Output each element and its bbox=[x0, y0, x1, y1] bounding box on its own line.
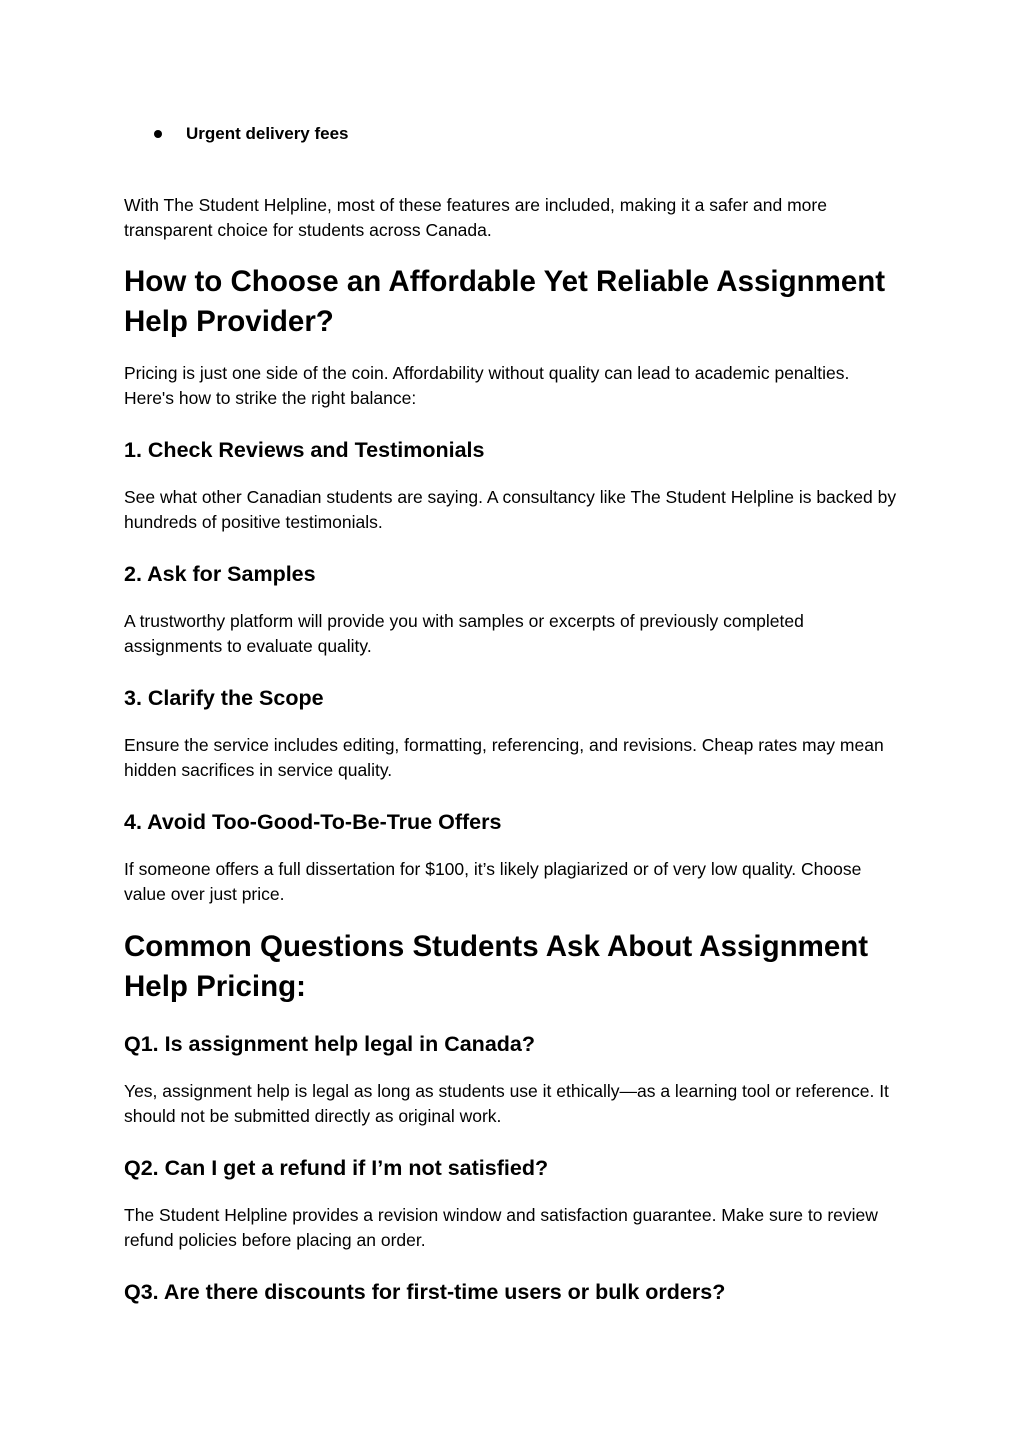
faq-question-refund: Q2. Can I get a refund if I’m not satisfied? bbox=[124, 1156, 549, 1180]
paragraph-ask-samples: A trustworthy platform will provide you with samples or excerpts of previously completed assignments to evaluate quality. bbox=[124, 611, 804, 656]
paragraph-clarify-scope: Ensure the service includes editing, formatting, referencing, and revisions. Cheap rates may mean hidden sacrifices in service quality. bbox=[124, 735, 884, 780]
subheading-avoid-offers: 4. Avoid Too-Good-To-Be-True Offers bbox=[124, 810, 502, 834]
bullet-text: Urgent delivery fees bbox=[186, 124, 349, 143]
faq-question-legal: Q1. Is assignment help legal in Canada? bbox=[124, 1032, 535, 1056]
intro-paragraph: With The Student Helpline, most of these features are included, making it a safer and more transparent choice for students across Canada. bbox=[124, 195, 827, 240]
bullet-list bbox=[154, 122, 349, 146]
bullet-dot-icon bbox=[154, 130, 162, 138]
list-item bbox=[154, 122, 349, 146]
faq-answer-legal: Yes, assignment help is legal as long as students use it ethically—as a learning tool or reference. It should not be submitted directly as original work. bbox=[124, 1081, 889, 1126]
paragraph-avoid-offers: If someone offers a full dissertation for $100, it’s likely plagiarized or of very low quality. Choose value over just price. bbox=[124, 859, 862, 904]
subheading-check-reviews: 1. Check Reviews and Testimonials bbox=[124, 438, 485, 462]
section-heading-common-questions: Common Questions Students Ask About Assignment Help Pricing: bbox=[124, 930, 869, 1003]
faq-answer-refund: The Student Helpline provides a revision window and satisfaction guarantee. Make sure to review refund policies before placing an order. bbox=[124, 1205, 878, 1250]
faq-question-discounts: Q3. Are there discounts for first-time users or bulk orders? bbox=[124, 1280, 726, 1304]
section-heading-affordable-provider: How to Choose an Affordable Yet Reliable Assignment Help Provider? bbox=[124, 265, 886, 338]
section-intro-paragraph: Pricing is just one side of the coin. Affordability without quality can lead to academic penalties. Here's how to strike the right balance: bbox=[124, 363, 850, 408]
subheading-clarify-scope: 3. Clarify the Scope bbox=[124, 686, 324, 710]
subheading-ask-samples: 2. Ask for Samples bbox=[124, 562, 316, 586]
paragraph-check-reviews: See what other Canadian students are saying. A consultancy like The Student Helpline is backed by hundreds of positive testimonials. bbox=[124, 487, 897, 532]
